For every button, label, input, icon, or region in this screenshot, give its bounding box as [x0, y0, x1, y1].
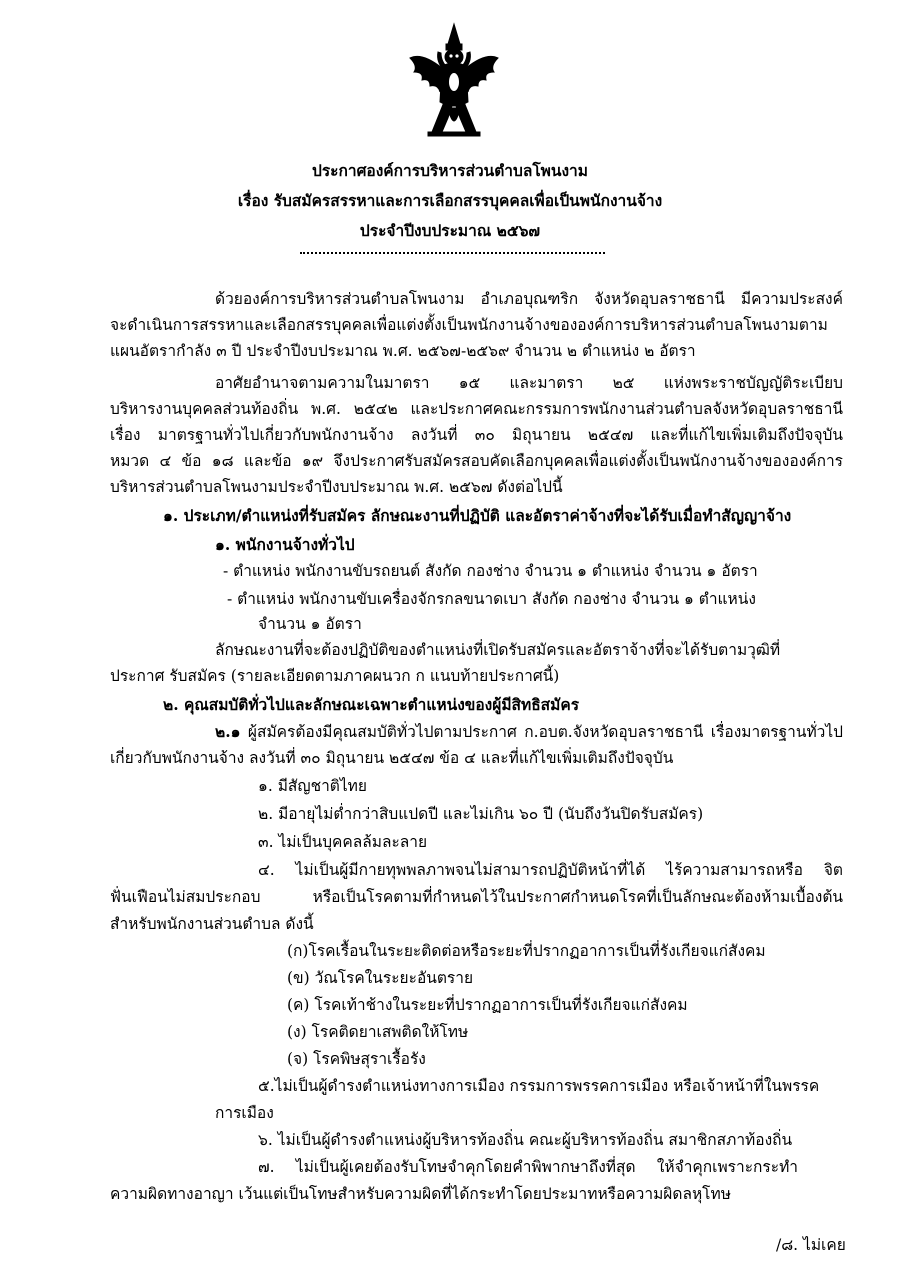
clause-2-1-line-1 [215, 722, 843, 742]
clause-2-1-text: ผู้สมัครต้องมีคุณสมบัติทั่วไปตามประกาศ ก.อบต.จังหวัดอุบลราชธานี เรื่องมาตรฐานทั่วไป [240, 723, 843, 741]
authority-line-1: อาศัยอำนาจตามความในมาตรา ๑๕ และมาตรา ๒๕ แห่งพระราชบัญญัติระเบียบ [215, 374, 843, 392]
disease-item: (ข) วัณโรคในระยะอันตราย [287, 969, 474, 987]
title-divider [300, 252, 605, 254]
qualification-7-line-1: ๗. ไม่เป็นผู้เคยต้องรับโทษจำคุกโดยคำพิพากษาถึงที่สุด ให้จำคุกเพราะกระทำ [258, 1158, 798, 1176]
disease-item: (จ) โรคพิษสุราเรื้อรัง [287, 1050, 426, 1068]
authority-line-2: บริหารงานบุคคลส่วนท้องถิ่น พ.ศ. ๒๕๔๒ และประกาศคณะกรรมการพนักงานส่วนตำบลจังหวัดอุบลราชธานี [110, 400, 843, 418]
qualification-3: ๓. ไม่เป็นบุคคลล้มละลาย [258, 833, 428, 851]
position-1: - ตำแหน่ง พนักงานขับรถยนต์ สังกัด กองช่าง จำนวน ๑ ตำแหน่ง จำนวน ๑ อัตรา [223, 562, 758, 580]
clause-2-1-line-2: เกี่ยวกับพนักงานจ้าง ลงวันที่ ๓๐ มิถุนายน ๒๕๔๗ ข้อ ๔ และที่แก้ไขเพิ่มเติมถึงปัจจุบัน [110, 749, 674, 767]
intro-line-2: จะดำเนินการสรรหาและเลือกสรรบุคคลเพื่อแต่งตั้งเป็นพนักงานจ้างขององค์การบริหารส่วนตำบลโพนงามตาม [110, 316, 828, 334]
job-description-note-line-2: ประกาศ รับสมัคร (รายละเอียดตามภาคผนวก ก แนบท้ายประกาศนี้) [110, 667, 560, 685]
announcement-fiscal-year: ประจำปีงบประมาณ ๒๕๖๗ [359, 221, 541, 240]
qualification-2: ๒. มีอายุไม่ต่ำกว่าสิบแปดปี และไม่เกิน ๖๐ ปี (นับถึงวันปิดรับสมัคร) [258, 805, 704, 823]
disease-item: (ก)โรคเรื้อนในระยะติดต่อหรือระยะที่ปรากฏอาการเป็นที่รังเกียจแก่สังคม [287, 942, 766, 960]
clause-2-1-label: ๒.๑ [215, 722, 241, 741]
qualification-4-line-1: ๔. ไม่เป็นผู้มีกายทุพพลภาพจนไม่สามารถปฏิบัติหน้าที่ได้ ไร้ความสามารถหรือ จิต [258, 861, 843, 879]
position-2: - ตำแหน่ง พนักงานขับเครื่องจักรกลขนาดเบา สังกัด กองช่าง จำนวน ๑ ตำแหน่ง [227, 590, 756, 608]
section-1-subheading: ๑. พนักงานจ้างทั่วไป [215, 535, 355, 554]
position-2-count: จำนวน ๑ อัตรา [258, 615, 362, 633]
page-continuation-marker: /๘. ไม่เคย [776, 1236, 846, 1254]
qualification-6: ๖. ไม่เป็นผู้ดำรงตำแหน่งผู้บริหารท้องถิ่น คณะผู้บริหารท้องถิ่น สมาชิกสภาท้องถิ่น [258, 1131, 793, 1149]
garuda-emblem-icon [408, 22, 500, 140]
disease-item: (ง) โรคติดยาเสพติดให้โทษ [287, 1023, 469, 1041]
section-2-heading: ๒. คุณสมบัติทั่วไปและลักษณะเฉพาะตำแหน่งของผู้มีสิทธิสมัคร [163, 695, 580, 714]
disease-item: (ค) โรคเท้าช้างในระยะที่ปรากฏอาการเป็นที่รังเกียจแก่สังคม [287, 996, 688, 1014]
qualification-4-line-3: สำหรับพนักงานส่วนตำบล ดังนี้ [110, 915, 314, 933]
qualification-5-line-1: ๕.ไม่เป็นผู้ดำรงตำแหน่งทางการเมือง กรรมการพรรคการเมือง หรือเจ้าหน้าที่ในพรรค [258, 1077, 820, 1095]
authority-line-5: บริหารส่วนตำบลโพนงามประจำปีงบประมาณ พ.ศ. ๒๕๖๗ ดังต่อไปนี้ [110, 478, 563, 496]
intro-line-3: แผนอัตรากำลัง ๓ ปี ประจำปีงบประมาณ พ.ศ. ๒๕๖๗-๒๕๖๙ จำนวน ๒ ตำแหน่ง ๒ อัตรา [110, 342, 696, 360]
intro-line-1: ด้วยองค์การบริหารส่วนตำบลโพนงาม อำเภอบุณฑริก จังหวัดอุบลราชธานี มีความประสงค์ [215, 290, 843, 308]
job-description-note-line-1: ลักษณะงานที่จะต้องปฏิบัติของตำแหน่งที่เปิดรับสมัครและอัตราจ้างที่จะได้รับตามวุฒิที่ [215, 641, 781, 659]
qualification-1: ๑. มีสัญชาติไทย [258, 777, 367, 795]
authority-line-4: หมวด ๔ ข้อ ๑๘ และข้อ ๑๙ จึงประกาศรับสมัครสอบคัดเลือกบุคคลเพื่อแต่งตั้งเป็นพนักงานจ้างขององค์การ [110, 452, 843, 470]
qualification-5-line-2: การเมือง [215, 1104, 274, 1122]
qualification-4-line-2: ฟั่นเฟือนไม่สมประกอบ หรือเป็นโรคตามที่กำหนดไว้ในประกาศกำหนดโรคที่เป็นลักษณะต้องห้ามเบื้องต้น [110, 888, 843, 906]
announcement-title: ประกาศองค์การบริหารส่วนตำบลโพนงาม [312, 161, 588, 180]
qualification-7-line-2: ความผิดทางอาญา เว้นแต่เป็นโทษสำหรับความผิดที่ได้กระทำโดยประมาทหรือความผิดลหุโทษ [110, 1185, 731, 1203]
authority-line-3: เรื่อง มาตรฐานทั่วไปเกี่ยวกับพนักงานจ้าง ลงวันที่ ๓๐ มิถุนายน ๒๕๔๗ และที่แก้ไขเพิ่มเติมถึงปัจจุบัน [110, 426, 843, 444]
announcement-subject: เรื่อง รับสมัครสรรหาและการเลือกสรรบุคคลเพื่อเป็นพนักงานจ้าง [237, 191, 663, 210]
section-1-heading: ๑. ประเภท/ตำแหน่งที่รับสมัคร ลักษณะงานที่ปฏิบัติ และอัตราค่าจ้างที่จะได้รับเมื่อทำสัญญาจ้าง [163, 506, 792, 525]
